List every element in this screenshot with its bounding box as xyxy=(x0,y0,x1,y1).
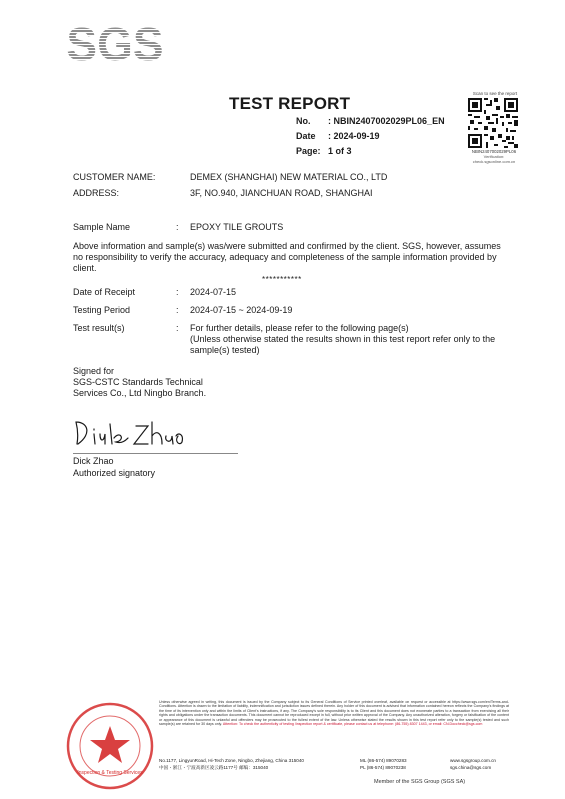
footer-terms-text: Unless otherwise agreed in writing, this document is issued by the Company subject to its General Conditions of Service printed overleaf, available on request or accessible at https://www.sgs.com/en/Terms-and-Conditions. Attention is drawn to the limitation of liability, indemnification and jurisdiction issues defined therein. Any holder of this document is advised that information contained hereon reflects the Company's findings at the time of its intervention only and within the limits of Client's instructions, if any. The Company's sole responsibility is to its Client and this document does not exonerate parties to a transaction from exercising all their rights and obligations under the transaction documents. This document cannot be reproduced except in full, without prior written approval of the Company. Any unauthorized alteration, forgery or falsification of the content or appearance of this document is unlawful and offenders may be prosecuted to the fullest extent of the law. Unless otherwise stated the results shown in this test report refer only to the sample(s) tested and such sample(s) are retained for 30 days only. xyxy=(159,700,509,727)
qr-verification xyxy=(463,154,525,164)
test-results-value: For further details, please refer to the following page(s) xyxy=(190,323,409,333)
qr-id: NBIN2407002029PL06 xyxy=(471,149,517,154)
report-page xyxy=(296,146,352,156)
qr-code-icon[interactable] xyxy=(468,98,518,148)
report-page-label: Page: xyxy=(296,146,321,156)
qr-verification-line1: Verification: xyxy=(483,154,505,159)
test-results-label: Test result(s) xyxy=(73,323,125,333)
report-date-label: Date xyxy=(296,131,316,141)
inspection-seal-icon xyxy=(64,700,156,792)
testing-period-colon: : xyxy=(176,305,179,315)
footer-attention[interactable]: Attention: To check the authenticity of testing /inspection report & certificate, please contact us at telephone: (86-755) 8307 1443, or email: CN.Doccheck@sgs.com xyxy=(222,722,483,727)
handwritten-signature xyxy=(70,412,190,452)
report-title: TEST REPORT xyxy=(229,94,351,113)
sample-name-label: Sample Name xyxy=(73,222,131,232)
footer-web[interactable]: www.sgsgroup.com.cn xyxy=(450,758,496,763)
signatory-title: Authorized signatory xyxy=(73,468,156,478)
footer-tel: ML (86-574) 89070283 xyxy=(360,758,407,763)
report-number-value: : NBIN2407002029PL06_EN xyxy=(328,116,445,126)
testing-period-value: 2024-07-15 ~ 2024-09-19 xyxy=(190,305,293,315)
customer-name-label: CUSTOMER NAME: xyxy=(73,172,156,182)
footer-terms xyxy=(159,700,509,726)
seal-label: Inspection & Testing Services xyxy=(77,770,143,776)
report-number-label: No. xyxy=(296,116,311,126)
qr-verification-line2: check.sgsonline.com.cn xyxy=(472,159,516,164)
report-number xyxy=(296,116,445,126)
footer-member: Member of the SGS Group (SGS SA) xyxy=(374,779,466,785)
signed-for-line3: Services Co., Ltd Ningbo Branch. xyxy=(73,388,207,398)
footer-address-cn: 中国・浙江・宁波高新区凌云路1177号 邮编：315040 xyxy=(159,765,269,770)
separator: *********** xyxy=(262,275,302,284)
address-label: ADDRESS: xyxy=(73,188,120,198)
logo-text: SGS xyxy=(66,18,164,70)
testing-period-label: Testing Period xyxy=(73,305,131,315)
sample-name-value: EPOXY TILE GROUTS xyxy=(190,222,284,232)
footer-fax: PL (86-574) 89070238 xyxy=(360,765,406,770)
footer-email[interactable]: sgs.china@sgs.com xyxy=(450,765,492,770)
customer-name-value: DEMEX (SHANGHAI) NEW MATERIAL CO., LTD xyxy=(190,172,388,182)
test-results-note: (Unless otherwise stated the results shown in this test report refer only to the sample(s) tested) xyxy=(190,334,496,355)
report-date xyxy=(296,131,380,141)
qr-caption: Scan to see the report xyxy=(472,91,518,96)
signed-for-line2: SGS-CSTC Standards Technical xyxy=(73,377,203,387)
footer-address-en: No.1177, LingyunRoad, Hi-Tech Zone, Ningbo, Zhejiang, China 315040 xyxy=(159,758,304,763)
report-page-value: 1 of 3 xyxy=(328,146,352,156)
date-of-receipt-label: Date of Receipt xyxy=(73,287,136,297)
disclaimer-paragraph: Above information and sample(s) was/were submitted and confirmed by the client. SGS, however, assumes no responsibility to verify the accuracy, adequacy and completeness of the sample information provided by client. xyxy=(73,241,501,273)
signatory-name: Dick Zhao xyxy=(73,456,114,466)
report-date-value: : 2024-09-19 xyxy=(328,131,380,141)
sample-name-colon: : xyxy=(176,222,179,232)
date-of-receipt-colon: : xyxy=(176,287,179,297)
date-of-receipt-value: 2024-07-15 xyxy=(190,287,237,297)
test-results-colon: : xyxy=(176,323,179,333)
signature-line xyxy=(73,453,238,454)
address-value: 3F, NO.940, JIANCHUAN ROAD, SHANGHAI xyxy=(190,188,373,198)
signed-for-line1: Signed for xyxy=(73,366,115,376)
sgs-logo xyxy=(66,18,164,70)
